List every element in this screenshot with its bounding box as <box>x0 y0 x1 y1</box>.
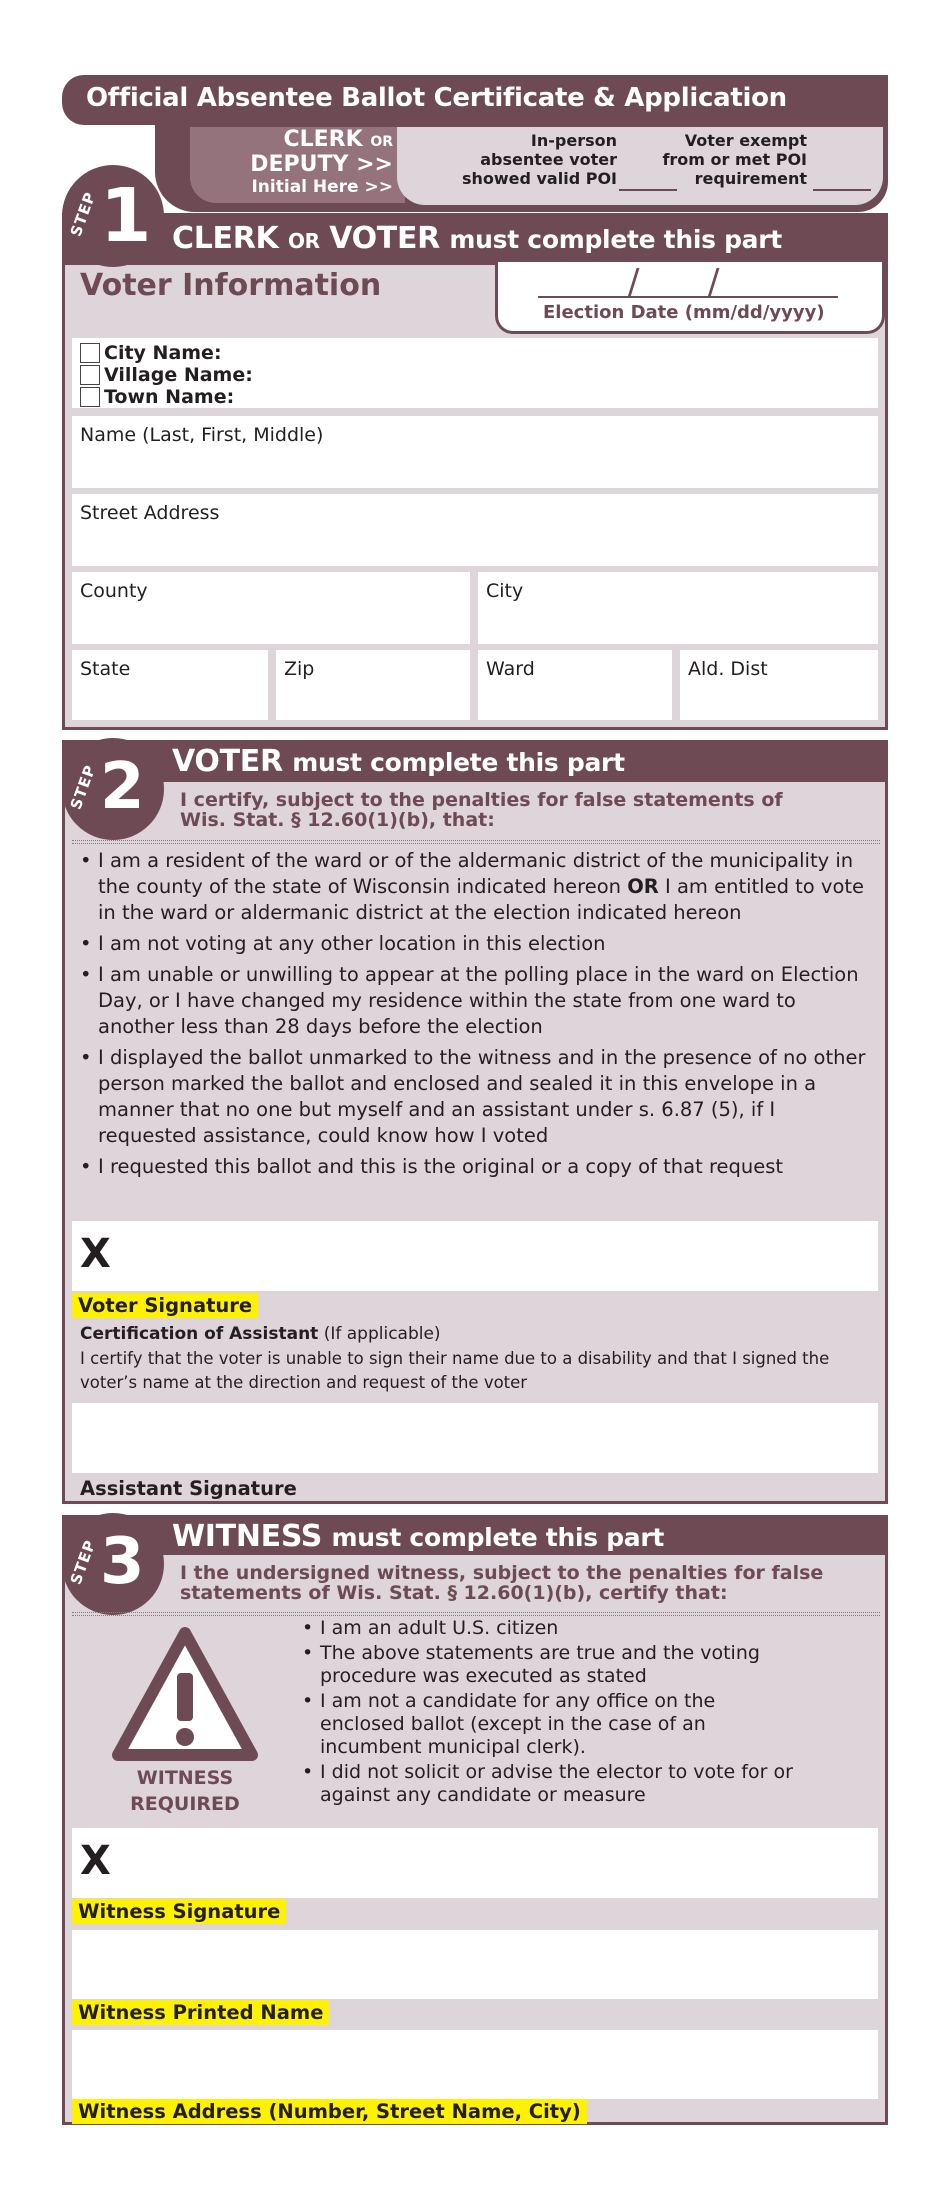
election-date-label: Election Date (mm/dd/yyyy) <box>543 302 825 323</box>
clerk-label: CLERK <box>283 127 363 152</box>
step-number: 1 <box>100 173 152 259</box>
list-item: • I am not voting at any other location in this election <box>78 931 878 957</box>
step1-title: CLERK OR VOTER must complete this part <box>172 221 782 256</box>
date-separator: / <box>708 262 720 302</box>
signature-x-mark: X <box>80 1838 111 1884</box>
list-item: • I am an adult U.S. citizen <box>300 1617 860 1640</box>
voter-signature-field[interactable] <box>72 1221 878 1291</box>
step3-badge <box>62 1513 164 1615</box>
municipality-option-town[interactable]: Town Name: <box>80 386 234 408</box>
or-label: OR <box>370 134 393 150</box>
step2-badge <box>62 738 164 840</box>
warning-triangle-icon <box>110 1625 260 1765</box>
list-item: • I am a resident of the ward or of the aldermanic district of the municipality in the county of the state of Wisconsin indicated hereon OR I am entitled to vote in the ward or aldermanic district at the election indicated hereon <box>78 848 878 926</box>
voter-signature-label: Voter Signature <box>72 1293 258 1318</box>
step1-badge <box>62 165 164 267</box>
step1-band <box>62 213 888 265</box>
assistant-signature-field[interactable] <box>72 1403 878 1473</box>
witness-required-label: WITNESS REQUIRED <box>130 1767 240 1815</box>
step3-subheading: I the undersigned witness, subject to the penalties for false statements of Wis. Stat. § 12.60(1)(b), certify that: <box>180 1562 824 1604</box>
witness-signature-label: Witness Signature <box>72 1899 286 1924</box>
city-field[interactable]: City <box>478 572 878 644</box>
step-text: STEP <box>66 1537 100 1587</box>
deputy-label: DEPUTY >> <box>250 152 393 177</box>
date-separator: / <box>628 262 640 302</box>
step2-certification-list <box>78 848 878 1185</box>
witness-address-field[interactable] <box>72 2030 878 2099</box>
step-text: STEP <box>66 762 100 812</box>
list-item: • I requested this ballot and this is the original or a copy of that request <box>78 1154 878 1180</box>
poi-inperson-label: In-person absentee voter showed valid POI <box>461 131 617 188</box>
title-band <box>62 75 888 125</box>
municipality-option-village[interactable]: Village Name: <box>80 364 253 386</box>
municipality-field <box>72 338 878 408</box>
list-item: • I am unable or unwilling to appear at the polling place in the ward on Election Day, or I have changed my residence within the state from one ward to another less than 28 days before the election <box>78 962 878 1040</box>
step-number: 3 <box>100 1525 145 1599</box>
poi-panel <box>397 127 883 205</box>
step2-title: VOTER must complete this part <box>172 744 625 779</box>
step-number: 2 <box>100 750 145 824</box>
poi-exempt-initial-field[interactable] <box>813 189 871 191</box>
street-address-field[interactable]: Street Address <box>72 494 878 566</box>
list-item: • I displayed the ballot unmarked to the witness and in the presence of no other person marked the ballot and enclosed and sealed it in this envelope in a manner that no one but myself and an assistant under s. 6.87 (5), if I requested assistance, could know how I voted <box>78 1045 878 1149</box>
voter-info-heading: Voter Information <box>80 268 382 303</box>
list-item: • I did not solicit or advise the elector to vote for or against any candidate or measure <box>300 1761 860 1807</box>
witness-printed-name-label: Witness Printed Name <box>72 2000 329 2025</box>
witness-signature-field[interactable] <box>72 1828 878 1898</box>
municipality-option-city[interactable]: City Name: <box>80 342 222 364</box>
clerk-initial-box <box>190 127 405 203</box>
zip-field[interactable]: Zip <box>276 650 470 720</box>
checkbox[interactable] <box>80 343 100 363</box>
initial-here-label: Initial Here >> <box>251 177 393 197</box>
assistant-signature-label: Assistant Signature <box>80 1477 297 1500</box>
election-date-box[interactable] <box>495 262 885 334</box>
ward-field[interactable]: Ward <box>478 650 672 720</box>
state-field[interactable]: State <box>72 650 268 720</box>
name-field[interactable]: Name (Last, First, Middle) <box>72 416 878 488</box>
divider <box>72 1612 880 1616</box>
ald-dist-field[interactable]: Ald. Dist <box>680 650 878 720</box>
county-field[interactable]: County <box>72 572 470 644</box>
step3-band <box>62 1515 888 1555</box>
poi-exempt-label: Voter exempt from or met POI requirement <box>662 131 807 188</box>
list-item: • I am not a candidate for any office on the enclosed ballot (except in the case of an incumbent municipal clerk). <box>300 1690 770 1759</box>
witness-printed-name-field[interactable] <box>72 1930 878 1999</box>
step3-title: WITNESS must complete this part <box>172 1519 665 1554</box>
step2-band <box>62 740 888 782</box>
poi-inperson-initial-field[interactable] <box>619 189 677 191</box>
checkbox[interactable] <box>80 365 100 385</box>
assistant-cert-text: I certify that the voter is unable to sign their name due to a disability and that I signed the voter’s name at the direction and request of the voter <box>80 1349 830 1392</box>
election-date-line <box>538 296 838 298</box>
checkbox[interactable] <box>80 387 100 407</box>
divider <box>72 840 880 844</box>
assistant-cert-heading: Certification of Assistant (If applicable) <box>80 1324 441 1344</box>
list-item: • The above statements are true and the voting procedure was executed as stated <box>300 1642 860 1688</box>
form-title: Official Absentee Ballot Certificate & Application <box>86 83 787 113</box>
step2-subheading: I certify, subject to the penalties for false statements of Wis. Stat. § 12.60(1)(b), that: <box>180 789 783 831</box>
signature-x-mark: X <box>80 1231 111 1277</box>
step3-certification-list <box>300 1617 860 1809</box>
step-text: STEP <box>66 189 100 239</box>
witness-address-label: Witness Address (Number, Street Name, City) <box>72 2099 587 2124</box>
